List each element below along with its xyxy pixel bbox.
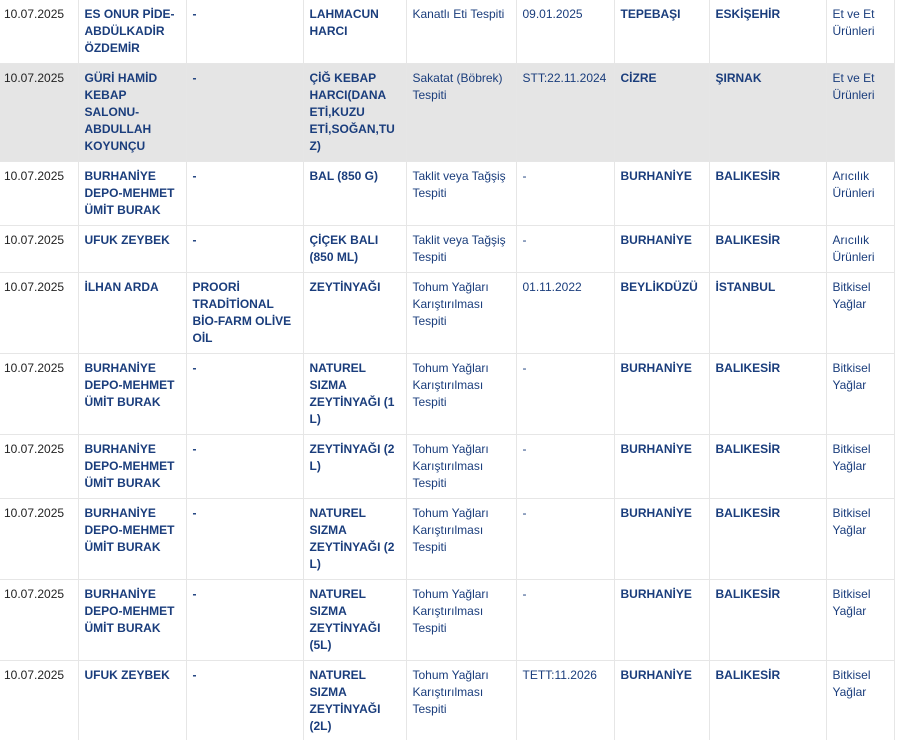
- cell-product-group: Et ve Et Ürünleri: [826, 64, 894, 162]
- cell-province: BALIKESİR: [709, 580, 826, 661]
- cell-product-name: ÇİÇEK BALI (850 ML): [303, 226, 406, 273]
- cell-district: BURHANİYE: [614, 661, 709, 740]
- cell-province: ŞIRNAK: [709, 64, 826, 162]
- table-row[interactable]: [0, 499, 894, 580]
- cell-violation: Tohum Yağları Karıştırılması Tespiti: [406, 354, 516, 435]
- cell-batch-number: -: [516, 499, 614, 580]
- cell-product-name: ZEYTİNYAĞI: [303, 273, 406, 354]
- cell-district: BEYLİKDÜZÜ: [614, 273, 709, 354]
- table-row[interactable]: [0, 226, 894, 273]
- cell-company-name: UFUK ZEYBEK: [78, 661, 186, 740]
- cell-product-group: Arıcılık Ürünleri: [826, 162, 894, 226]
- cell-province: BALIKESİR: [709, 162, 826, 226]
- cell-district: BURHANİYE: [614, 354, 709, 435]
- cell-province: BALIKESİR: [709, 435, 826, 499]
- cell-violation: Taklit veya Tağşiş Tespiti: [406, 226, 516, 273]
- cell-company-name: BURHANİYE DEPO-MEHMET ÜMİT BURAK: [78, 162, 186, 226]
- cell-company-name: BURHANİYE DEPO-MEHMET ÜMİT BURAK: [78, 435, 186, 499]
- cell-batch-number: -: [516, 226, 614, 273]
- cell-company-name: GÜRİ HAMİD KEBAP SALONU-ABDULLAH KOYUNÇU: [78, 64, 186, 162]
- cell-product-group: Bitkisel Yağlar: [826, 661, 894, 740]
- cell-province: BALIKESİR: [709, 661, 826, 740]
- table-row[interactable]: [0, 64, 894, 162]
- cell-product-group: Et ve Et Ürünleri: [826, 0, 894, 64]
- cell-district: BURHANİYE: [614, 435, 709, 499]
- cell-company-name: BURHANİYE DEPO-MEHMET ÜMİT BURAK: [78, 354, 186, 435]
- cell-batch-number: -: [516, 435, 614, 499]
- cell-company-name: BURHANİYE DEPO-MEHMET ÜMİT BURAK: [78, 580, 186, 661]
- cell-brand: PROORİ TRADİTİONAL BİO-FARM OLİVE OİL: [186, 273, 303, 354]
- cell-product-name: LAHMACUN HARCI: [303, 0, 406, 64]
- cell-product-group: Bitkisel Yağlar: [826, 499, 894, 580]
- cell-province: BALIKESİR: [709, 354, 826, 435]
- cell-batch-number: -: [516, 162, 614, 226]
- cell-product-name: ÇİĞ KEBAP HARCI(DANA ETİ,KUZU ETİ,SOĞAN,TUZ): [303, 64, 406, 162]
- cell-violation: Tohum Yağları Karıştırılması Tespiti: [406, 499, 516, 580]
- cell-province: BALIKESİR: [709, 499, 826, 580]
- cell-district: CİZRE: [614, 64, 709, 162]
- cell-announcement-date: 10.07.2025: [0, 64, 78, 162]
- cell-district: BURHANİYE: [614, 226, 709, 273]
- cell-announcement-date: 10.07.2025: [0, 661, 78, 740]
- cell-product-name: NATUREL SIZMA ZEYTİNYAĞI (1 L): [303, 354, 406, 435]
- cell-brand: -: [186, 499, 303, 580]
- cell-batch-number: 01.11.2022: [516, 273, 614, 354]
- table-row[interactable]: [0, 435, 894, 499]
- cell-product-name: NATUREL SIZMA ZEYTİNYAĞI (5L): [303, 580, 406, 661]
- cell-province: BALIKESİR: [709, 226, 826, 273]
- cell-product-name: NATUREL SIZMA ZEYTİNYAĞI (2 L): [303, 499, 406, 580]
- table-row[interactable]: [0, 0, 894, 64]
- cell-announcement-date: 10.07.2025: [0, 499, 78, 580]
- cell-company-name: BURHANİYE DEPO-MEHMET ÜMİT BURAK: [78, 499, 186, 580]
- cell-district: BURHANİYE: [614, 162, 709, 226]
- cell-violation: Tohum Yağları Karıştırılması Tespiti: [406, 661, 516, 740]
- table-row[interactable]: [0, 273, 894, 354]
- cell-batch-number: -: [516, 354, 614, 435]
- cell-batch-number: -: [516, 580, 614, 661]
- cell-announcement-date: 10.07.2025: [0, 354, 78, 435]
- cell-brand: -: [186, 435, 303, 499]
- cell-product-group: Bitkisel Yağlar: [826, 273, 894, 354]
- cell-violation: Tohum Yağları Karıştırılması Tespiti: [406, 580, 516, 661]
- cell-violation: Tohum Yağları Karıştırılması Tespiti: [406, 435, 516, 499]
- table-row[interactable]: [0, 162, 894, 226]
- cell-announcement-date: 10.07.2025: [0, 162, 78, 226]
- cell-product-group: Bitkisel Yağlar: [826, 580, 894, 661]
- cell-company-name: İLHAN ARDA: [78, 273, 186, 354]
- cell-violation: Sakatat (Böbrek) Tespiti: [406, 64, 516, 162]
- cell-product-group: Bitkisel Yağlar: [826, 435, 894, 499]
- cell-brand: -: [186, 580, 303, 661]
- cell-batch-number: STT:22.11.2024: [516, 64, 614, 162]
- table-row[interactable]: [0, 354, 894, 435]
- cell-announcement-date: 10.07.2025: [0, 0, 78, 64]
- cell-brand: -: [186, 0, 303, 64]
- cell-brand: -: [186, 226, 303, 273]
- cell-product-name: NATUREL SIZMA ZEYTİNYAĞI (2L): [303, 661, 406, 740]
- cell-batch-number: 09.01.2025: [516, 0, 614, 64]
- cell-district: BURHANİYE: [614, 499, 709, 580]
- cell-batch-number: TETT:11.2026: [516, 661, 614, 740]
- cell-product-name: ZEYTİNYAĞI (2 L): [303, 435, 406, 499]
- cell-province: ESKİŞEHİR: [709, 0, 826, 64]
- cell-announcement-date: 10.07.2025: [0, 226, 78, 273]
- cell-announcement-date: 10.07.2025: [0, 580, 78, 661]
- cell-product-name: BAL (850 G): [303, 162, 406, 226]
- cell-company-name: ES ONUR PİDE-ABDÜLKADİR ÖZDEMİR: [78, 0, 186, 64]
- table-row[interactable]: [0, 661, 894, 740]
- cell-announcement-date: 10.07.2025: [0, 435, 78, 499]
- cell-brand: -: [186, 661, 303, 740]
- cell-province: İSTANBUL: [709, 273, 826, 354]
- cell-company-name: UFUK ZEYBEK: [78, 226, 186, 273]
- cell-announcement-date: 10.07.2025: [0, 273, 78, 354]
- cell-brand: -: [186, 354, 303, 435]
- cell-brand: -: [186, 64, 303, 162]
- cell-violation: Taklit veya Tağşiş Tespiti: [406, 162, 516, 226]
- cell-district: BURHANİYE: [614, 580, 709, 661]
- cell-violation: Tohum Yağları Karıştırılması Tespiti: [406, 273, 516, 354]
- cell-violation: Kanatlı Eti Tespiti: [406, 0, 516, 64]
- table-row[interactable]: [0, 580, 894, 661]
- cell-brand: -: [186, 162, 303, 226]
- cell-district: TEPEBAŞI: [614, 0, 709, 64]
- cell-product-group: Bitkisel Yağlar: [826, 354, 894, 435]
- cell-product-group: Arıcılık Ürünleri: [826, 226, 894, 273]
